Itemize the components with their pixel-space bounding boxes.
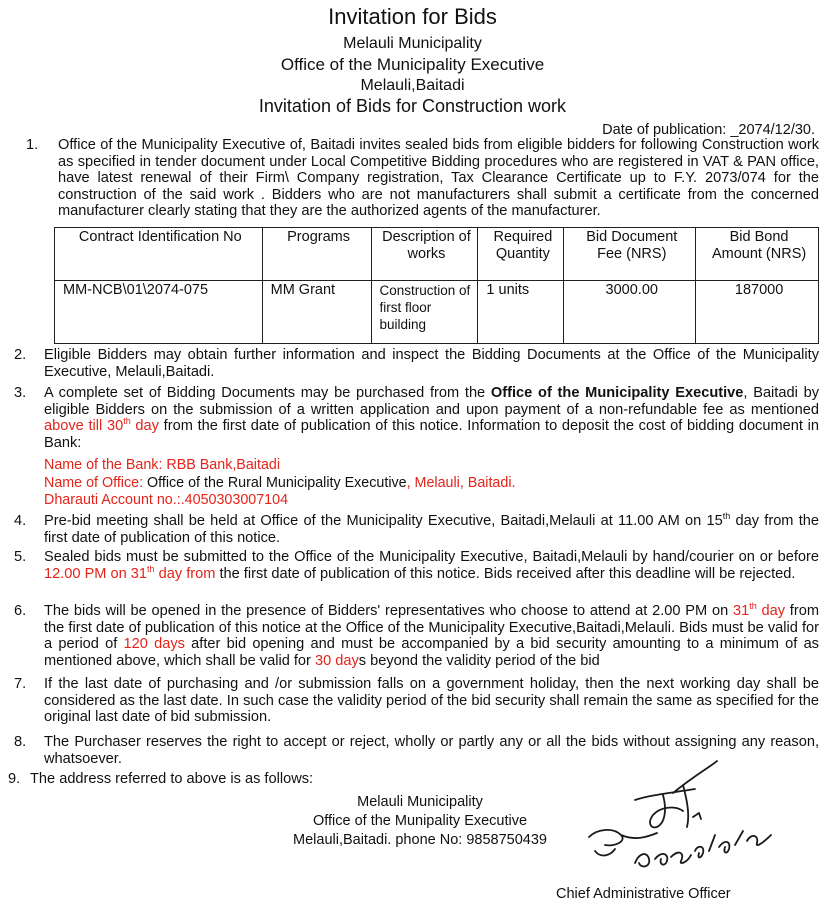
municipality-name: Melauli Municipality (343, 35, 482, 52)
validity-period: 120 days (123, 636, 185, 653)
table-row (55, 281, 819, 344)
ordinal-suffix: th (749, 601, 757, 612)
office-label: Name of Office: (44, 475, 148, 491)
item-6-opening-day (733, 603, 785, 619)
item-5-text (44, 549, 819, 582)
item-3-part: A complete set of Bidding Documents may be purchased from the (44, 385, 491, 401)
item-6-text (44, 603, 819, 669)
header-bid-bond: Bid Bond Amount (NRS) (696, 228, 819, 281)
item-6-part: The bids will be opened in the presence of Bidders' representatives who choose to attend at 2.00 PM on (44, 603, 733, 619)
table-header-row (55, 228, 819, 281)
item-number: 6. (14, 603, 27, 619)
header-contract-id: Contract Identification No (55, 228, 263, 281)
item-number: 4. (14, 513, 27, 529)
deadline-text: 12.00 PM on 31 (44, 565, 148, 582)
address-line-3: Melauli,Baitadi. phone No: 9858750439 (293, 832, 547, 848)
deposit-account: Dharauti Account no.:.4050303007104 (44, 492, 289, 508)
item-2-text: Eligible Bidders may obtain further information and inspect the Bidding Documents at the Office of the Municipality Executive, Melauli,Baitadi. (44, 347, 819, 380)
item-4-part: day from the first date of publication of this notice. (44, 513, 819, 546)
notice-heading: Invitation of Bids for Construction work (258, 96, 567, 116)
item-8-text: The Purchaser reserves the right to accept or reject, wholly or partly any or all the bids without assigning any reason, whatsoever. (44, 734, 819, 767)
item-number: 1. (26, 137, 39, 153)
bids-table (54, 227, 819, 344)
cell-contract-id: MM-NCB\01\2074-075 (55, 281, 263, 344)
item-number: 2. (14, 347, 27, 363)
item-number: 7. (14, 676, 27, 692)
item-3-text (44, 385, 819, 451)
item-3-office-bold: Office of the Municipality Executive (490, 385, 744, 401)
document-title: Invitation for Bids (328, 4, 497, 29)
bank-name: Name of the Bank: RBB Bank,Baitadi (44, 457, 281, 473)
header-document-fee: Bid Document Fee (NRS) (564, 228, 696, 281)
office-location-red: , Melauli, Baitadi. (406, 475, 516, 491)
header-quantity: Required Quantity (478, 228, 564, 281)
header-description: Description of works (371, 228, 478, 281)
item-1-text: Office of the Municipality Executive of, Baitadi invites sealed bids from eligible bidders for following Construction work as specified in tender document under Local Competitive Bidding procedures who are registered in VAT & PAN office, have latest renewal of their Firm\ Company registration, Tax Clearance Certificate up to F.Y. 2073/074 for the construction of the said work . Bidders who are not manufacturers shall submit a certificate from the concerned manufacturer clearly stating that they are the authorized agents of the manufacturer. (58, 137, 819, 220)
office-of-bank (44, 475, 515, 492)
item-9-text: The address referred to above is as follows: (30, 771, 314, 787)
deadline-unit: day from (154, 565, 216, 582)
item-6-part: s beyond the validity period of the bid (358, 652, 600, 669)
deadline-text: above till 30 (44, 418, 124, 435)
day-unit: day (756, 603, 786, 619)
cell-quantity: 1 units (478, 281, 564, 344)
item-number: 9. (8, 771, 21, 787)
header-programs: Programs (262, 228, 371, 281)
publication-date: Date of publication: _2074/12/30. (602, 122, 815, 138)
ordinal-suffix: th (123, 416, 131, 427)
deadline-unit: day (130, 418, 159, 435)
item-number: 5. (14, 549, 27, 565)
cell-bid-bond: 187000 (696, 281, 819, 344)
item-5-part: the first date of publication of this notice. Bids received after this deadline will be rejected. (215, 565, 796, 582)
item-number: 3. (14, 385, 27, 401)
cell-description: Construction of first floor building (371, 281, 478, 344)
item-3-deadline (44, 418, 159, 434)
address-line-1: Melauli Municipality (357, 794, 483, 810)
item-6-part: from the first date of publication of this notice at the Office of the Municipality Executive,Baitadi,Melauli. Bids must be valid for a period of (44, 603, 819, 653)
item-6-part: after bid opening and must be accompanied by a bid security amounting to a minimum of as mentioned above, which shall be valid for (44, 636, 819, 669)
day-number: 31 (732, 603, 750, 619)
item-3-part: , Baitadi by eligible Bidders on the submission of a written application and upon payment of a non-refundable fee as mentioned (44, 385, 819, 418)
office-value: Office of the Rural Municipality Executive (147, 475, 407, 491)
item-7-text: If the last date of purchasing and /or submission falls on a government holiday, then the next working day shall be considered as the last date. In such case the validity period of the bid security shall remain the same as specified for the original last date of bid submission. (44, 676, 819, 726)
ordinal-suffix: th (147, 563, 155, 574)
security-validity: 30 day (314, 652, 359, 669)
item-4-part: Pre-bid meeting shall be held at Office of the Municipality Executive, Baitadi,Melauli at 11.00 AM on 15 (44, 513, 723, 529)
item-5-deadline (44, 563, 216, 582)
cell-programs: MM Grant (262, 281, 371, 344)
item-number: 8. (14, 734, 27, 750)
address-line-2: Office of the Munipality Executive (312, 813, 528, 829)
office-name: Office of the Municipality Executive (280, 55, 545, 74)
signatory-title: Chief Administrative Officer (556, 886, 731, 902)
office-location: Melauli,Baitadi (360, 77, 465, 94)
item-4-text (44, 513, 819, 546)
cell-document-fee: 3000.00 (564, 281, 696, 344)
handwritten-signature (575, 755, 790, 885)
item-3-part: from the first date of publication of this notice. Information to deposit the cost of bidding document in Bank: (44, 418, 819, 451)
item-5-part: Sealed bids must be submitted to the Office of the Municipality Executive, Baitadi,Melauli by hand/courier on or before (44, 549, 819, 565)
ordinal-suffix: th (722, 511, 731, 522)
